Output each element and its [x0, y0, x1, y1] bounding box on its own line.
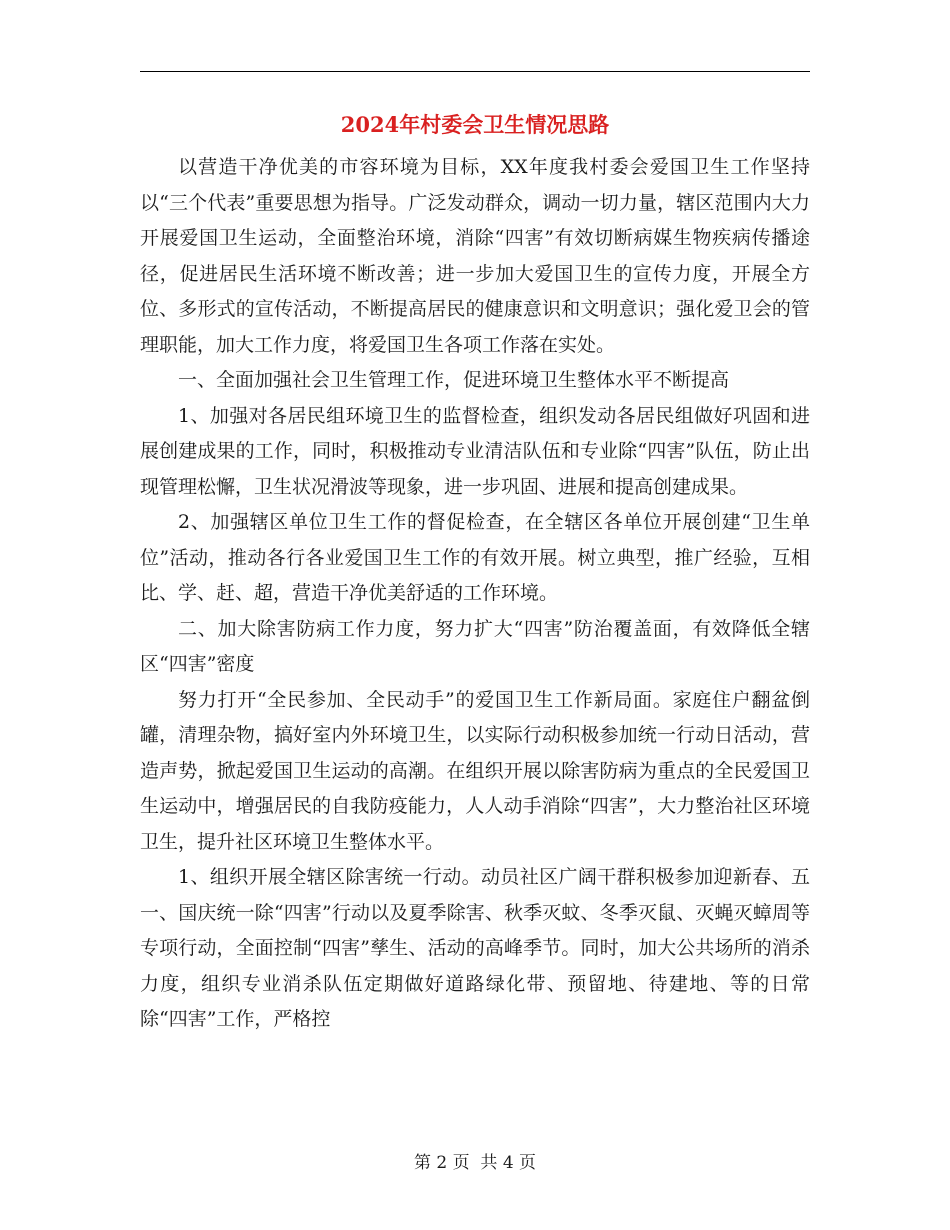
document-title: 2024年村委会卫生情况思路 [340, 112, 610, 137]
paragraph-item-1-1: 1、加强对各居民组环境卫生的监督检查，组织发动各居民组做好巩固和进展创建成果的工作，同时，积极推动专业清洁队伍和专业除“四害”队伍，防止出现管理松懈，卫生状况滑波等现象，进一步巩固、进展和提高创建成果。 [140, 404, 810, 498]
footer-current-page: 2 [436, 1153, 448, 1173]
section-heading-2: 二、加大除害防病工作力度，努力扩大“四害”防治覆盖面，有效降低全辖区“四害”密度 [140, 617, 810, 675]
paragraph-intro: 以营造干净优美的市容环境为目标，XX年度我村委会爱国卫生工作坚持以“三个代表”重要思想为指导。广泛发动群众，调动一切力量，辖区范围内大力开展爱国卫生运动，全面整治环境，消除“四害”有效切断病媒生物疾病传播途径，促进居民生活环境不断改善；进一步加大爱国卫生的宣传力度，开展全方位、多形式的宣传活动，不断提高居民的健康意识和文明意识；强化爱卫会的管理职能，加大工作力度，将爱国卫生各项工作落在实处。 [140, 156, 810, 356]
document-body [140, 150, 810, 1038]
paragraph-item-1-2: 2、加强辖区单位卫生工作的督促检查，在全辖区各单位开展创建“卫生单位”活动，推动各行各业爱国卫生工作的有效开展。树立典型，推广经验，互相比、学、赶、超，营造干净优美舒适的工作环境。 [140, 511, 810, 604]
footer-total-pages: 4 [502, 1153, 514, 1173]
footer-middle: 页 共 [452, 1153, 498, 1173]
footer-suffix: 页 [519, 1153, 537, 1173]
header-rule [140, 71, 810, 72]
paragraph-section-2-intro: 努力打开“全民参加、全民动手”的爱国卫生工作新局面。家庭住户翻盆倒罐，清理杂物，搞好室内外环境卫生，以实际行动积极参加统一行动日活动，营造声势，掀起爱国卫生运动的高潮。在组织开展以除害防病为重点的全民爱国卫生运动中，增强居民的自我防疫能力，人人动手消除“四害”，大力整治社区环境卫生，提升社区环境卫生整体水平。 [140, 688, 810, 853]
paragraph-item-2-1: 1、组织开展全辖区除害统一行动。动员社区广阔干群积极参加迎新春、五一、国庆统一除“四害”行动以及夏季除害、秋季灭蚊、冬季灭鼠、灭蝇灭蟑周等专项行动，全面控制“四害”孳生、活动的高峰季节。同时，加大公共场所的消杀力度，组织专业消杀队伍定期做好道路绿化带、预留地、待建地、等的日常除“四害”工作，严格控 [140, 866, 810, 1030]
page-footer [140, 1151, 810, 1175]
section-heading-1: 一、全面加强社会卫生管理工作，促进环境卫生整体水平不断提高 [178, 369, 730, 391]
footer-prefix: 第 [413, 1153, 431, 1173]
